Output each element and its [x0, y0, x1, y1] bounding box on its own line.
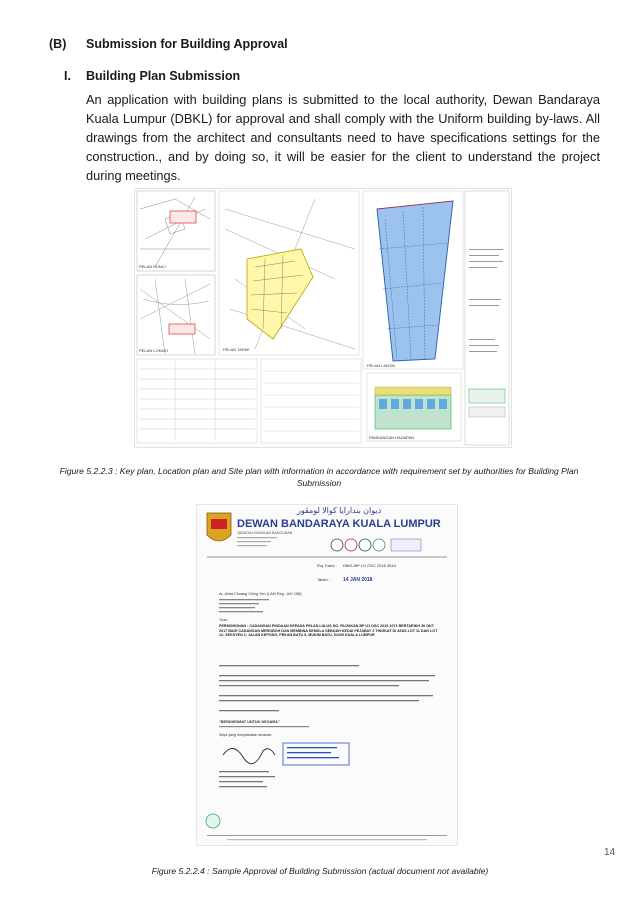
- ref-no: DBKL/BP U1 OSC 2016 3544: [343, 563, 396, 568]
- ref-label: Ruj. Kami :: [317, 563, 337, 568]
- closing-motto: "BERKHIDMAT UNTUK NEGARA": [219, 720, 280, 724]
- elevation-label: PANDANGAN HADAPAN: [369, 435, 415, 440]
- org-name: DEWAN BANDARAYA KUALA LUMPUR: [237, 518, 441, 530]
- figure-caption-1: Figure 5.2.2.3 : Key plan, Location plan and Site plan with information in accordance with requirement set by authorities for Building Plan Submission: [59, 466, 579, 488]
- figure-site-plan-drawings: [134, 188, 512, 448]
- subsection-title: Building Plan Submission: [86, 69, 241, 83]
- dbkl-crest-icon: [207, 513, 231, 541]
- approval-letter-drawing: [197, 505, 457, 845]
- salutation: Tuan,: [219, 618, 229, 622]
- figure-approval-letter: [196, 504, 458, 846]
- dept-name: JABATAN KAWALAN BANGUNAN: [237, 531, 293, 535]
- org-jawi: ديوان بندارايا كوالا لومڤور: [297, 506, 382, 515]
- figure-caption-2: Figure 5.2.2.4 : Sample Approval of Building Submission (actual document not available): [151, 866, 489, 876]
- section-title: Submission for Building Approval: [86, 37, 288, 51]
- key-plan-label: PELAN KUNCI: [139, 264, 166, 269]
- site-plan-label: PELAN TAPAK: [223, 347, 250, 352]
- subsection-label: I.: [64, 69, 71, 83]
- date-label: Tarikh :: [317, 577, 330, 582]
- location-plan-label: PELAN LOKASI: [139, 348, 168, 353]
- recipient: Ar. Alina Chuang Ching Yen (LAM Reg : A/K 158): [219, 592, 302, 596]
- sign-off: Saya yang menjalankan amanah,: [219, 733, 273, 737]
- section-label: (B): [49, 37, 67, 51]
- site-plan-drawing: [135, 189, 511, 447]
- page-number: 14: [604, 847, 616, 858]
- letter-date: 14 JAN 2018: [343, 577, 373, 583]
- footer-logo-icon: [206, 814, 220, 828]
- floor-plan-label: PELAN LANTAI: [367, 363, 395, 368]
- letter-subject: PERMOHONAN : CADANGAN PINDAAN KEPADA PELAN LULUS NO. RUJUKAN BP U1 OSC 2016 1071 BERTARIKH 30 OKT 2017 BAGI CADANGAN MEROBOH DAN MEMBINA SEMULA SEBUAH KEDAI PEJABAT 2 TINGKAT DI ATAS LOT 11 DAN LOT 12, SEKSYEN 2, JALAN KEPONG, PEKAN BATU 5, MUKIM BATU, 51200 KUALA LUMPUR: [219, 624, 438, 638]
- body-paragraph: An application with building plans is submitted to the local authority, Dewan Bandaraya Kuala Lumpur (DBKL) for approval and shall comply with the Uniform building by-laws. All drawings from the architect and consultants need to have specifications settings for the construction., and by doing so, it will be easier for the client to understand the project during meetings.: [86, 92, 600, 183]
